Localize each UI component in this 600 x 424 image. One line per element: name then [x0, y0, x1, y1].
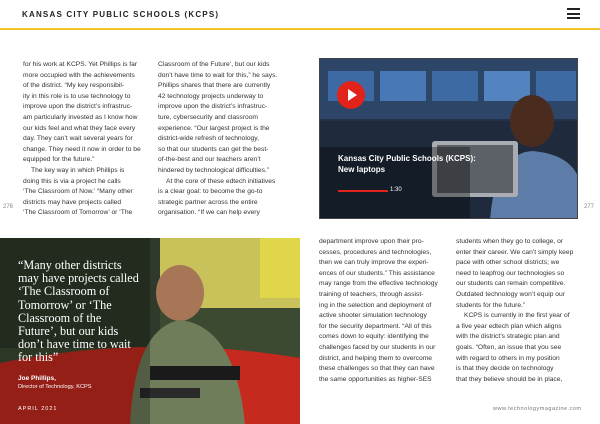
video-player[interactable] [319, 58, 578, 219]
text-line: students when they go to college, or [456, 238, 564, 245]
text-line: KCPS is currently in the first year of [464, 312, 570, 320]
text-line: Classroom of the Future’, but our kids [158, 61, 270, 68]
text-line: organisation. “If we can help every [158, 209, 260, 217]
text-line: don’t have time to wait for this,” he says. [158, 71, 278, 79]
text-line: day. They can’t wait several years for [23, 135, 133, 143]
text-line: Phillips shares that there are currently [158, 82, 271, 90]
text-line: goals. “Often, an issue that you see [456, 343, 562, 351]
text-line: change. They need it now in order to be [23, 145, 141, 153]
text-line: strategic partner across the entire [158, 198, 258, 206]
quote-author-name: Joe Phillips, [18, 375, 56, 382]
hamburger-menu-icon[interactable] [567, 8, 580, 19]
article-column-2 [158, 60, 286, 219]
text-line: these challenges so that they can have [319, 365, 435, 373]
text-line: districts may have projects called [23, 198, 122, 206]
play-icon[interactable] [337, 81, 365, 109]
text-line: a five year edtech plan which aligns [456, 322, 562, 330]
text-line: ences of our students.” This assistance [319, 269, 435, 277]
page-number-left: 276 [3, 204, 14, 210]
article-column-3 [319, 237, 447, 385]
page-number-right: 277 [584, 204, 595, 210]
text-line: At the core of these edtech initiatives [166, 177, 276, 185]
text-line: district-wide refresh of technology, [158, 135, 259, 143]
text-line: equipped for the future.” [23, 156, 95, 164]
text-line: with the district’s strategic plan and [456, 333, 560, 341]
video-duration: 1:30 [390, 187, 402, 193]
article-column-1 [23, 60, 145, 219]
text-line: cesses, procedures and technologies, [319, 248, 432, 256]
text-line: more occupied with the achievements [23, 71, 135, 79]
text-line: ing in the selection and deployment of [319, 301, 432, 309]
text-line: department improve upon their pro- [319, 238, 424, 245]
text-line: need to leapfrog our technologies so [456, 269, 565, 277]
text-line: doing this is via a project he calls [23, 177, 121, 185]
text-line: comes down to equity: identifying the [319, 333, 429, 341]
text-line: so that our students can get the best- [158, 145, 269, 153]
text-line: improve upon the district’s infrastruc- [158, 103, 268, 111]
issue-date: APRIL 2021 [18, 406, 58, 412]
text-line: challenges faced by our students in our [319, 343, 436, 351]
text-line: ‘The Classroom of Tomorrow’ or ‘The [23, 209, 133, 217]
text-line: improve upon the district’s infrastruc- [23, 103, 133, 111]
text-line: Outdated technology won’t equip our [456, 290, 565, 298]
text-line: 42 technology projects underway to [158, 92, 264, 100]
pull-quote: “Many other districts may have projects called ‘The Classroom of Tomorrow’ or ‘The Classroom of the Future’, but our kids don’t have time to wait for this” [18, 258, 139, 365]
text-line: our students can remain competitive. [456, 280, 566, 288]
text-line: am particularly invested as I know how [23, 113, 138, 121]
text-line: experience. “Our largest project is the [158, 124, 270, 132]
text-line: that they believe should be in place, [456, 375, 563, 383]
text-line: The key way in which Phillips is [31, 166, 125, 174]
publication-title: KANSAS CITY PUBLIC SCHOOLS (KCPS) [22, 10, 220, 19]
text-line: pace with other school districts; we [456, 259, 560, 267]
text-line: with regard to others in my position [456, 354, 560, 362]
text-line: training of teachers, through assist- [319, 290, 424, 298]
video-progress-bar[interactable] [338, 190, 388, 192]
text-line: the same opportunities as higher-SES [319, 375, 432, 383]
article-column-4 [456, 237, 582, 385]
video-title-line: New laptops [338, 165, 386, 174]
text-line: hindered by technological difficulties.” [158, 166, 270, 174]
text-line: our kids feel and what they face every [23, 124, 136, 132]
text-line: may range from the effective technology [319, 280, 438, 288]
text-line: is that they decide on technology [456, 365, 554, 373]
header-bar [0, 0, 600, 30]
video-title-line: Kansas City Public Schools (KCPS): [338, 154, 476, 163]
text-line: students for the future.” [456, 301, 526, 309]
text-line: ture, cybersecurity and classroom [158, 113, 258, 121]
video-title [338, 153, 476, 175]
text-line: district, and helping them to overcome [319, 354, 433, 362]
text-line: then we can truly improve the experi- [319, 259, 429, 267]
text-line: ity in this role is to use technology to [23, 92, 131, 100]
text-line: is a clear goal: to become the go-to [158, 188, 263, 196]
text-line: active shooter simulation technology [319, 312, 427, 320]
website-link[interactable]: www.technologymagazine.com [493, 406, 582, 412]
text-line: of the district. “My key responsibil- [23, 82, 125, 90]
text-line: ‘The Classroom of Now.’ “Many other [23, 188, 133, 196]
text-line: for the security department. “All of this [319, 322, 432, 330]
quote-author-role: Director of Technology, KCPS [18, 384, 92, 390]
text-line: of-the-best and our teachers aren’t [158, 156, 261, 164]
text-line: for his work at KCPS. Yet Phillips is far [23, 61, 138, 68]
text-line: enter their career. We can’t simply keep [456, 248, 574, 256]
